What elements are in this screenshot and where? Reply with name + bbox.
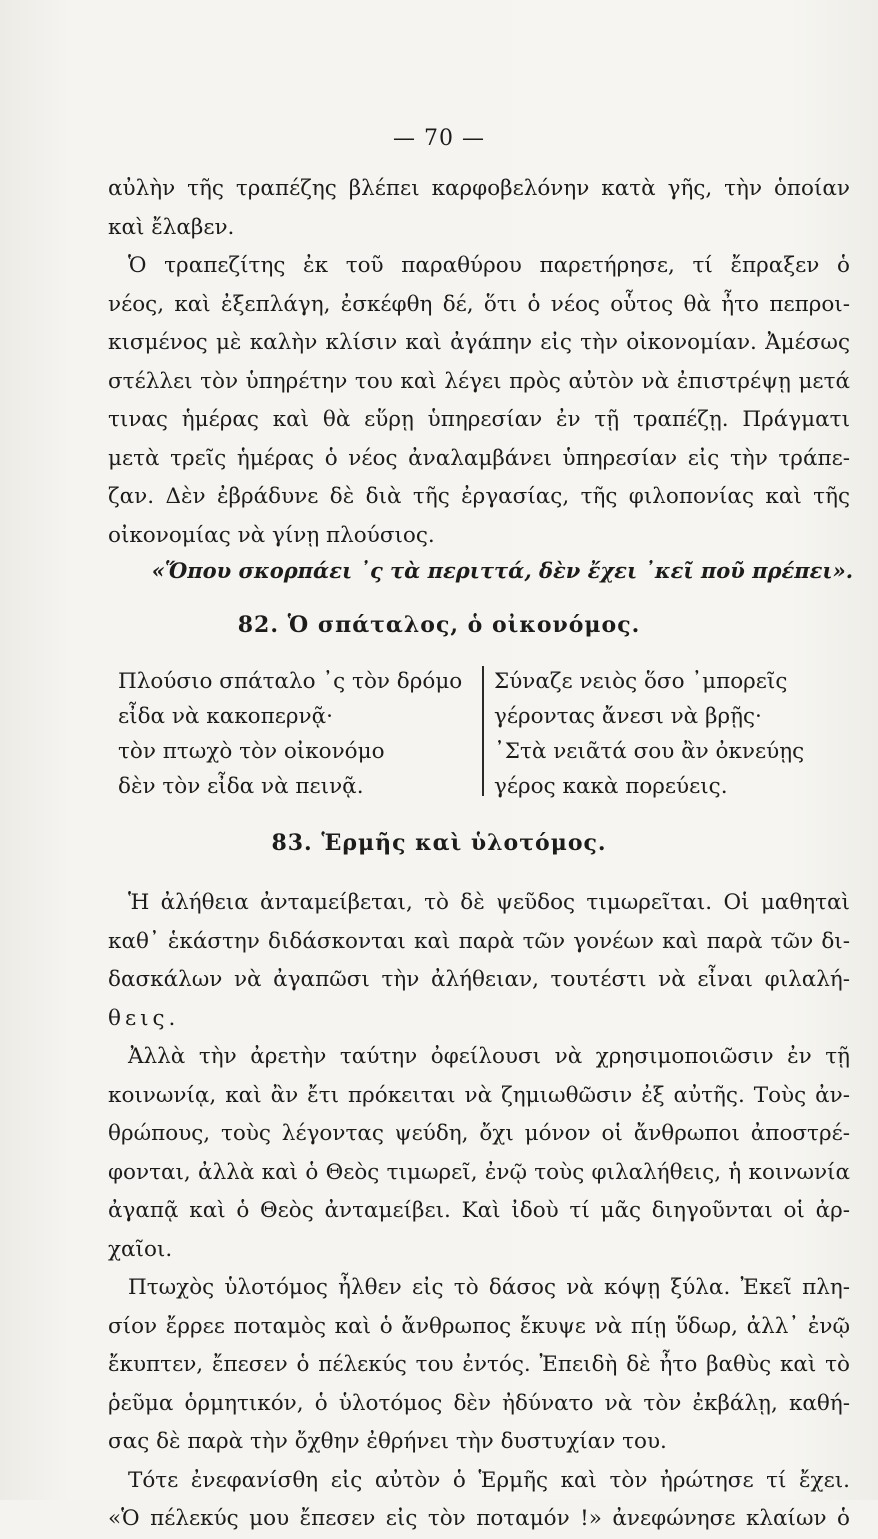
- poem-line: Πλούσιο σπάταλο ᾽ς τὸν δρόμο: [118, 669, 463, 694]
- text-line: καθ᾽ ἑκάστην διδάσκονται καὶ παρὰ τῶν γονέων καὶ παρὰ τῶν δι-: [108, 928, 850, 954]
- section-82-title: 82. Ὁ σπάταλος, ὁ οἰκονόμος.: [237, 612, 641, 638]
- text-line: Ὁ τραπεζίτης ἐκ τοῦ παραθύρου παρετήρησε, τί ἔπραξεν ὁ: [128, 253, 850, 278]
- poem-left-column: [118, 664, 478, 804]
- body-text: [108, 884, 850, 1539]
- section-83-title: 83. Ἑρμῆς καὶ ὑλοτόμος.: [271, 830, 607, 856]
- text-line: καὶ ἔλαβεν.: [108, 214, 235, 240]
- text-line: χαῖοι.: [108, 1236, 173, 1262]
- text-line: τινας ἡμέρας καὶ θὰ εὕρῃ ὑπηρεσίαν ἐν τῇ τραπέζῃ. Πράγματι: [108, 407, 850, 432]
- poem-line: εἶδα νὰ κακοπερνᾷ·: [118, 704, 333, 729]
- text-line: σίον ἔρρεε ποταμὸς καὶ ὁ ἄνθρωπος ἔκυψε νὰ πίῃ ὕδωρ, ἀλλ᾽ ἐνῷ: [108, 1313, 850, 1339]
- text-line: στέλλει τὸν ὑπηρέτην του καὶ λέγει πρὸς αὐτὸν νὰ ἐπιστρέψῃ μετά: [108, 368, 850, 394]
- text-line: σας δὲ παρὰ τὴν ὄχθην ἐθρήνει τὴν δυστυχίαν του.: [108, 1429, 667, 1454]
- text-line: Ἀλλὰ τὴν ἀρετὴν ταύτην ὀφείλουσι νὰ χρησιμοποιῶσιν ἐν τῇ: [128, 1044, 850, 1069]
- text-line: ζαν. Δὲν ἐβράδυνε δὲ διὰ τῆς ἐργασίας, τῆς φιλοπονίας καὶ τῆς: [108, 484, 850, 509]
- poem-line: Σύναζε νειὸς ὅσο ᾽μπορεῖς: [494, 669, 788, 694]
- top-paragraph: [108, 170, 850, 555]
- poem-line: γέρος κακὰ πορεύεις.: [494, 774, 728, 799]
- proverb: «Ὅπου σκορπάει ᾽ς τὰ περιττά, δὲν ἔχει ᾽κεῖ ποῦ πρέπει».: [151, 558, 853, 583]
- text-line: Τότε ἐνεφανίσθη εἰς αὐτὸν ὁ Ἑρμῆς καὶ τὸν ἠρώτησε τί ἔχει.: [128, 1467, 850, 1493]
- poem-divider: [482, 666, 484, 796]
- text-line: θρώπους, τοὺς λέγοντας ψεύδη, ὄχι μόνον οἱ ἄνθρωποι ἀποστρέ-: [108, 1121, 850, 1146]
- text-line: Ἡ ἀλήθεια ἀνταμείβεται, τὸ δὲ ψεῦδος τιμωρεῖται. Οἱ μαθηταὶ: [128, 890, 850, 915]
- text-line: φονται, ἀλλὰ καὶ ὁ Θεὸς τιμωρεῖ, ἐνῷ τοὺς φιλαλήθεις, ἡ κοινωνία: [108, 1159, 850, 1185]
- text-line: Πτωχὸς ὑλοτόμος ἦλθεν εἰς τὸ δάσος νὰ κόψῃ ξύλα. Ἐκεῖ πλη-: [128, 1275, 850, 1300]
- page-number: — 70 —: [393, 126, 485, 151]
- poem-right-column: [494, 664, 854, 804]
- poem-line: τὸν πτωχὸ τὸν οἰκονόμο: [118, 739, 385, 764]
- text-line: «Ὁ πέλεκύς μου ἔπεσεν εἰς τὸν ποταμόν !» ἀνεφώνησε κλαίων ὁ: [108, 1506, 850, 1531]
- poem-line: γέροντας ἄνεσι νὰ βρῇς·: [494, 704, 762, 729]
- text-line: κοινωνίᾳ, καὶ ἂν ἔτι πρόκειται νὰ ζημιωθῶσιν ἐξ αὐτῆς. Τοὺς ἀν-: [108, 1082, 850, 1108]
- text-line: αὐλὴν τῆς τραπέζης βλέπει καρφοβελόνην κατὰ γῆς, τὴν ὁποίαν: [108, 176, 850, 201]
- text-line: οἰκονομίας νὰ γίνῃ πλούσιος.: [108, 522, 435, 548]
- text-line: θεις.: [108, 1005, 180, 1031]
- text-line: νέος, καὶ ἐξεπλάγη, ἐσκέφθη δέ, ὅτι ὁ νέος οὗτος θὰ ἦτο πεπροι-: [108, 291, 850, 317]
- poem-line: δὲν τὸν εἶδα νὰ πεινᾷ.: [118, 774, 364, 799]
- text-line: μετὰ τρεῖς ἡμέρας ὁ νέος ἀναλαμβάνει ὑπηρεσίαν εἰς τὴν τράπε-: [108, 445, 850, 471]
- poem-line: ᾽Στὰ νειᾶτά σου ἂν ὀκνεύῃς: [494, 739, 805, 764]
- text-line: κισμένος μὲ καλὴν κλίσιν καὶ ἀγάπην εἰς τὴν οἰκονομίαν. Ἀμέσως: [108, 330, 850, 355]
- text-line: ἔκυπτεν, ἔπεσεν ὁ πέλεκύς του ἐντός. Ἐπειδὴ δὲ ἦτο βαθὺς καὶ τὸ: [108, 1352, 850, 1377]
- text-line: ῥεῦμα ὁρμητικόν, ὁ ὑλοτόμος δὲν ἠδύνατο νὰ τὸν ἐκβάλῃ, καθή-: [108, 1390, 850, 1416]
- text-line: δασκάλων νὰ ἀγαπῶσι τὴν ἀλήθειαν, τουτέστι νὰ εἶναι φιλαλή-: [108, 967, 850, 992]
- text-line: ἀγαπᾷ καὶ ὁ Θεὸς ἀνταμείβει. Καὶ ἰδοὺ τί μᾶς διηγοῦνται οἱ ἀρ-: [108, 1198, 850, 1223]
